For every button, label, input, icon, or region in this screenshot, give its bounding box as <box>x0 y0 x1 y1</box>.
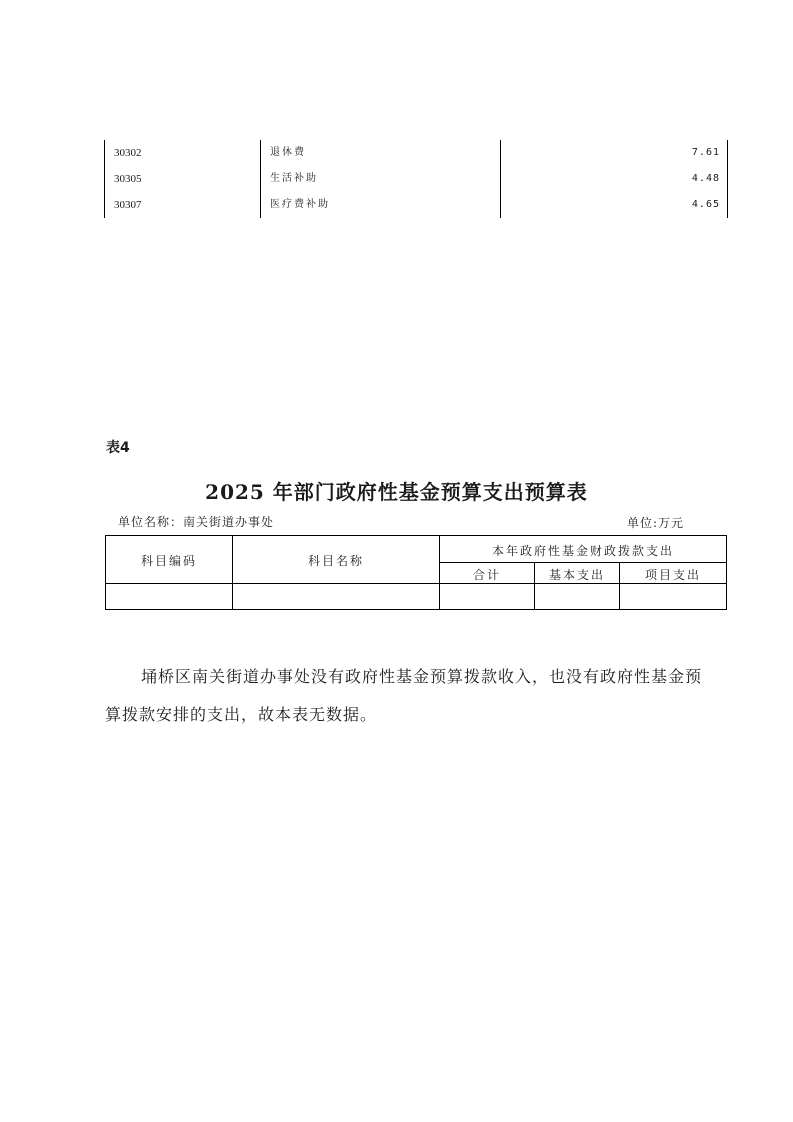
subject-code: 30305 <box>114 173 142 185</box>
header-project-expenditure: 项目支出 <box>644 568 701 582</box>
header-fund-expenditure: 本年政府性基金财政拨款支出 <box>491 544 674 558</box>
subject-code: 30302 <box>114 147 142 159</box>
expenditure-detail-table <box>104 140 728 218</box>
header-total: 合计 <box>472 568 501 582</box>
row-divider <box>106 583 726 584</box>
column-divider <box>232 536 233 609</box>
subject-name: 退休费 <box>270 147 306 158</box>
unit-name: 单位名称：南关街道办事处 <box>118 515 275 529</box>
table-row <box>104 192 728 218</box>
fund-budget-table <box>105 535 727 610</box>
subject-name: 生活补助 <box>270 173 318 184</box>
subject-name: 医疗费补助 <box>270 199 330 210</box>
amount: 4.65 <box>691 199 720 210</box>
no-data-note: 埇桥区南关街道办事处没有政府性基金预算拨款收入，也没有政府性基金预算拨款安排的支出，故本表无数据。 <box>105 667 703 724</box>
header-subject-name: 科目名称 <box>307 554 364 568</box>
amount: 7.61 <box>691 147 720 158</box>
currency-unit: 单位:万元 <box>627 516 685 530</box>
table-row <box>104 166 728 192</box>
table-row <box>104 140 728 166</box>
row-divider <box>439 562 726 563</box>
subject-code: 30307 <box>114 199 142 211</box>
table-label: 表4 <box>106 440 130 456</box>
amount: 4.48 <box>691 173 720 184</box>
header-subject-code: 科目编码 <box>140 554 197 568</box>
page-title: 2025 年部门政府性基金预算支出预算表 <box>205 480 588 504</box>
header-basic-expenditure: 基本支出 <box>548 568 605 582</box>
